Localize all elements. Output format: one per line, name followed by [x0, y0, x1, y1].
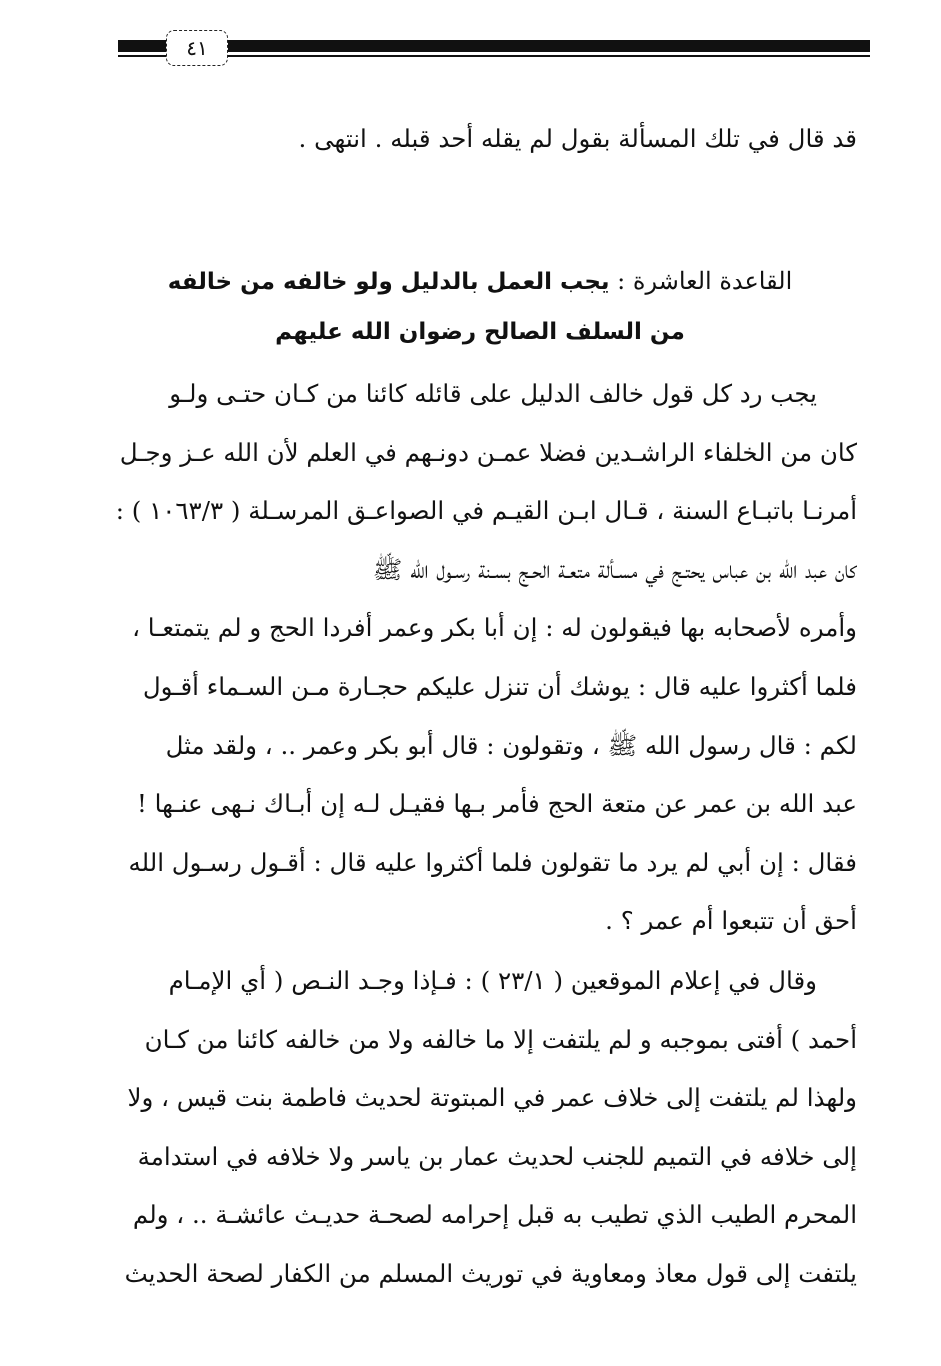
paragraph-line: عبد الله بن عمر عن متعة الحج فأمر بـها فقيـل لـه إن أبـاك نـهى عنـها !	[137, 789, 857, 819]
paragraph-line: يلتفت إلى قول معاذ ومعاوية في توريث المسلم من الكفار لصحة الحديث	[124, 1258, 857, 1288]
paragraph-line: فقال : إن أبي لم يرد ما تقولون فلما أكثروا عليه قال : أقـول رسـول الله	[128, 847, 857, 877]
heading-label: القاعدة العاشرة :	[609, 267, 793, 295]
paragraph-line: أحمد ) أفتى بموجبه و لم يلتفت إلا ما خالفه ولا من خالفه كائنا من كـان	[144, 1024, 857, 1054]
paragraph-line: أحق أن تتبعوا أم عمر ؟ .	[605, 906, 857, 936]
section-heading	[140, 256, 820, 357]
page-header	[118, 30, 870, 66]
heading-line-2: من السلف الصالح رضوان الله عليهم	[275, 319, 685, 345]
paragraph-line: ولهذا لم يلتفت إلى خلاف عمر في المبتوتة لحديث فاطمة بنت قيس ، ولا	[127, 1083, 857, 1113]
intro-line: قد قال في تلك المسألة بقول لم يقله أحد قبله . انتهى .	[298, 124, 857, 153]
paragraph-line: يجب رد كل قول خالف الدليل على قائله كائنا من كـان حتـى ولـو	[169, 379, 817, 408]
paragraph-line: المحرم الطيب الذي تطيب به قبل إحرامه لصحـة حديـث عائشـة .. ، ولم	[132, 1200, 857, 1230]
paragraph-line: لكم : قال رسول الله ﷺ ، وتقولون : قال أبو بكر وعمر .. ، ولقد مثل	[165, 730, 857, 760]
paragraph-line: وقال في إعلام الموقعين ( ٢٣/١ ) : فـإذا وجـد النـص ( أي الإمـام	[168, 966, 817, 995]
paragraph-line: وأمره لأصحابه بها فيقولون له : إن أبا بكر وعمر أفردا الحج و لم يتمتعـا ،	[132, 613, 857, 643]
paragraph-line: إلى خلافه في التميم للجنب لحديث عمار بن ياسر ولا خلافه في استدامة	[137, 1141, 857, 1171]
page-number: ٤١	[166, 30, 228, 66]
paragraph-line: أمرنـا باتبـاع السنة ، قـال ابـن القيـم في الصواعـق المرسـلة ( ١٠٦٣/٣ ) :	[115, 496, 857, 526]
paragraph-1	[105, 365, 857, 951]
header-rule-left	[118, 40, 166, 52]
header-rule-right	[228, 40, 870, 52]
paragraph-line: كان عبد الله بن عباس يحتـج في مسـألة متعـة الحـج بسـنة رسـول الله ﷺ	[372, 554, 857, 584]
heading-line-1	[140, 256, 820, 307]
paragraph-line: فلما أكثروا عليه قال : يوشك أن تنزل عليكم حجـارة مـن السـماء أقـول	[142, 671, 857, 701]
paragraph-line: كان من الخلفاء الراشـدين فضلا عمـن دونـهم في العلم لأن الله عـز وجـل	[119, 437, 857, 467]
heading-title-1: يجب العمل بالدليل ولو خالفه من خالفه	[167, 269, 610, 295]
intro-text	[105, 112, 857, 166]
paragraph-2	[105, 952, 857, 1304]
